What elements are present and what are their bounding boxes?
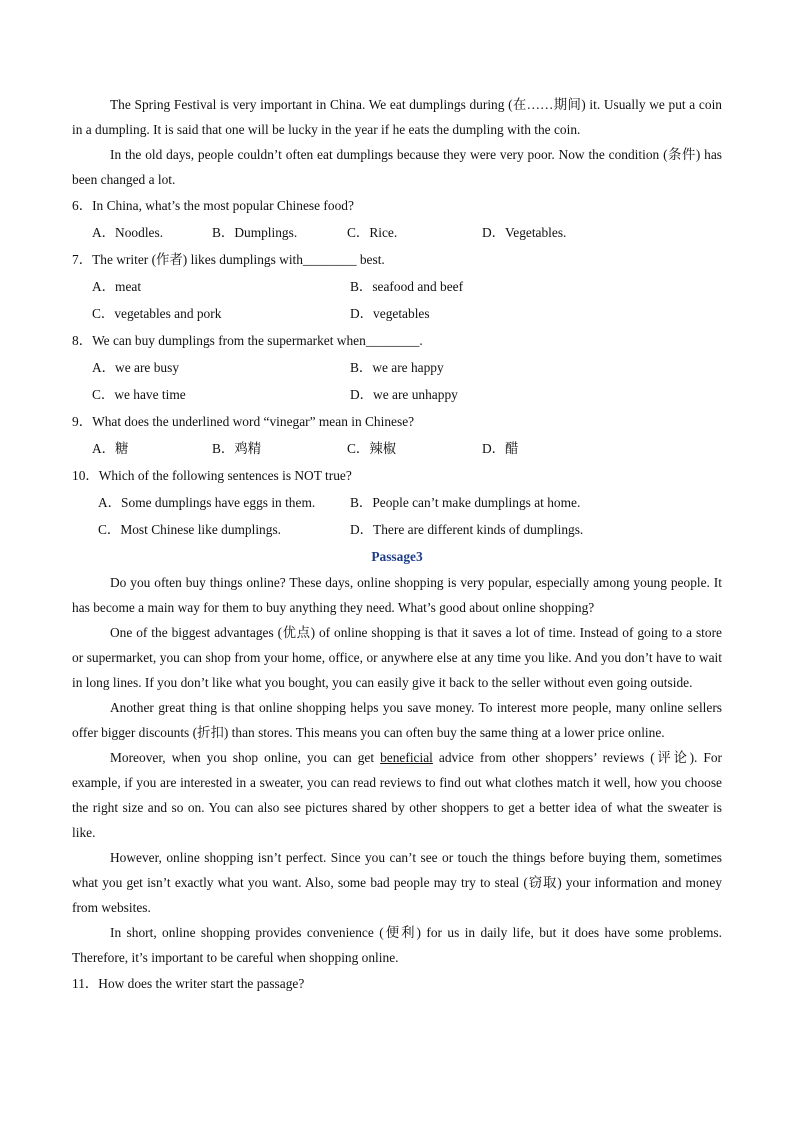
question-8: 8．We can buy dumplings from the supermarket when________. [72, 333, 423, 348]
option-c: C．辣椒 [347, 441, 397, 456]
options-6 [72, 219, 722, 246]
option-d: D．vegetables [350, 306, 430, 321]
text-run: Moreover, when you shop online, you can get [110, 750, 381, 765]
options-7-row-2 [72, 300, 722, 327]
question-9: 9．What does the underlined word “vinegar” mean in Chinese? [72, 414, 415, 429]
question-7: 7．The writer (作者) likes dumplings with________ best. [72, 252, 385, 267]
option-a: A．meat [92, 279, 142, 294]
option-a: A．we are busy [92, 360, 180, 375]
options-9 [72, 435, 722, 462]
paragraph: One of the biggest advantages (优点) of online shopping is that it saves a lot of time. Instead of going to a store or supermarket, you can shop from your home, office, or anywhere else at any time you like. And you don’t have to wait in long lines. If you don’t like what you bought, you can easily give it back to the seller without even going outside. [72, 625, 722, 690]
option-c: C．we have time [92, 387, 186, 402]
options-10-row-1 [72, 489, 722, 516]
paragraph: However, online shopping isn’t perfect. Since you can’t see or touch the things before buying them, sometimes what you get isn’t exactly what you want. Also, some bad people may try to steal (窃取) your information and money from websites. [72, 850, 722, 915]
underlined-word: beneficial [380, 750, 433, 765]
paragraph: Do you often buy things online? These days, online shopping is very popular, especially among young people. It has become a main way for them to buy anything they need. What’s good about online shopping? [72, 575, 722, 615]
option-b: B．鸡精 [212, 441, 262, 456]
option-a: A．Noodles. [92, 225, 164, 240]
option-c: C．Rice. [347, 225, 398, 240]
paragraph [72, 745, 722, 845]
options-8-row-1 [72, 354, 722, 381]
option-c: C．vegetables and pork [92, 306, 222, 321]
passage-heading: Passage3 [371, 549, 423, 564]
paragraph: Another great thing is that online shopping helps you save money. To interest more people, many online sellers offer bigger discounts (折扣) than stores. This means you can often buy the same thing at a lower price online. [72, 700, 722, 740]
option-b: B．People can’t make dumplings at home. [350, 495, 581, 510]
option-b: B．seafood and beef [350, 279, 464, 294]
options-10-row-2 [72, 516, 722, 543]
option-d: D．醋 [482, 441, 519, 456]
question-10: 10．Which of the following sentences is NOT true? [72, 468, 352, 483]
option-c: C．Most Chinese like dumplings. [98, 522, 282, 537]
question-11: 11．How does the writer start the passage? [72, 976, 305, 991]
option-b: B．Dumplings. [212, 225, 298, 240]
option-d: D．Vegetables. [482, 225, 567, 240]
option-d: D．we are unhappy [350, 387, 458, 402]
paragraph: In short, online shopping provides convenience (便利) for us in daily life, but it does have some problems. Therefore, it’s important to be careful when shopping online. [72, 925, 722, 965]
option-a: A．糖 [92, 441, 129, 456]
document-page [72, 92, 722, 997]
option-b: B．we are happy [350, 360, 444, 375]
paragraph: In the old days, people couldn’t often eat dumplings because they were very poor. Now the condition (条件) has been changed a lot. [72, 147, 722, 187]
option-d: D．There are different kinds of dumplings. [350, 522, 584, 537]
question-6: 6．In China, what’s the most popular Chinese food? [72, 198, 354, 213]
options-7-row-1 [72, 273, 722, 300]
text-run: advice from other shoppers’ reviews (评论). For example, if you are interested in a sweater, you can read reviews to find out what clothes match it well, how you choose the right size and so on. You can also see pictures shared by other shoppers to get a better idea of what the sweater is like. [72, 750, 723, 840]
paragraph: The Spring Festival is very important in China. We eat dumplings during (在……期间) it. Usually we put a coin in a dumpling. It is said that one will be lucky in the year if he eats the dumpling with the coin. [72, 97, 722, 137]
options-8-row-2 [72, 381, 722, 408]
option-a: A．Some dumplings have eggs in them. [98, 495, 316, 510]
